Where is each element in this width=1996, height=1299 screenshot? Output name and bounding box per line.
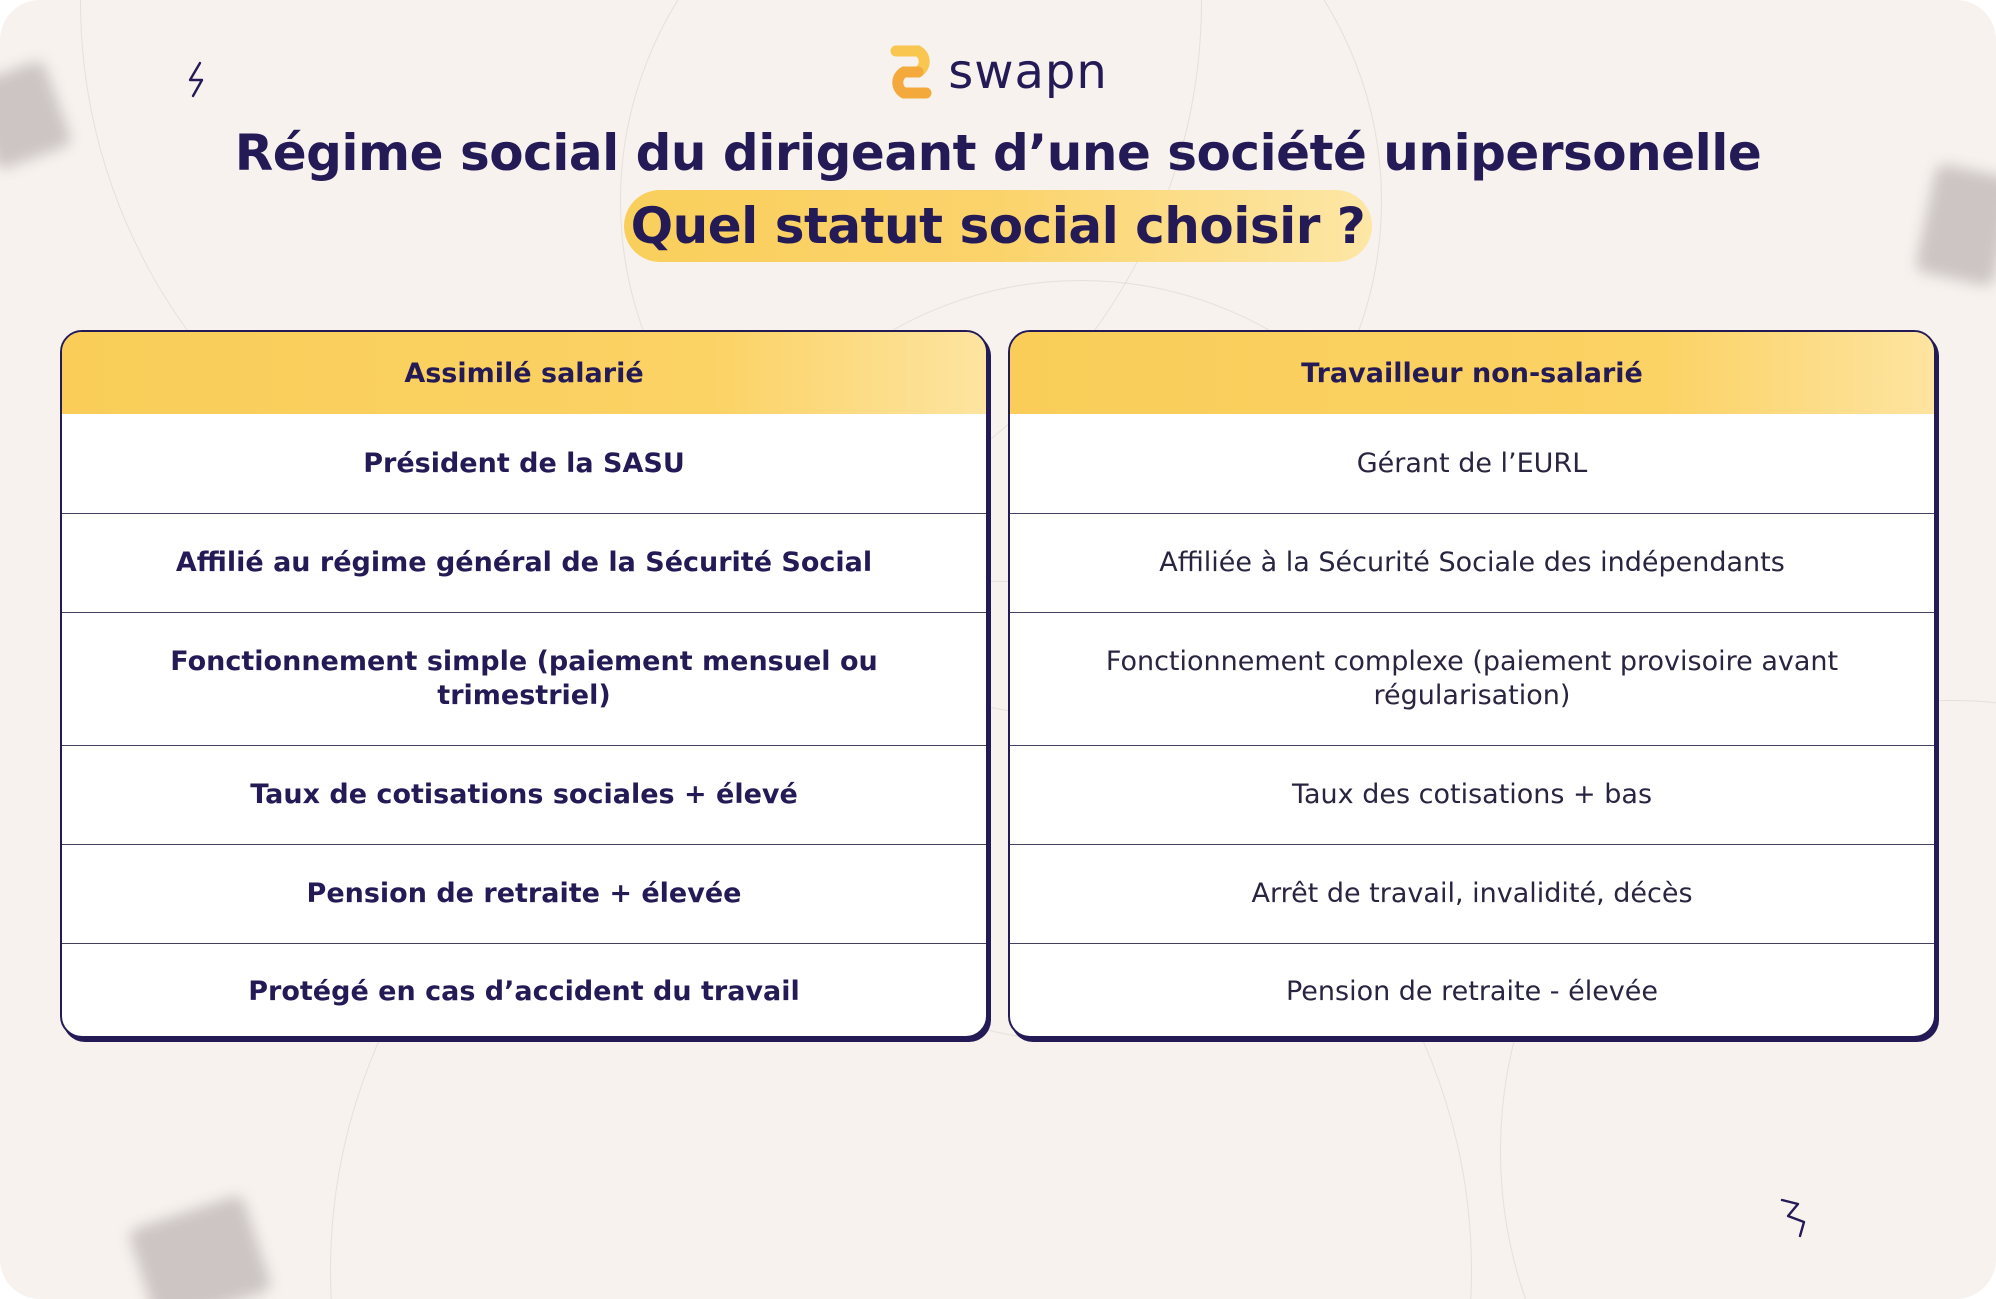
- table-cell: Président de la SASU: [363, 447, 685, 479]
- table-cell: Taux des cotisations + bas: [1010, 745, 1934, 844]
- column-travailleur-non-salarie: [1008, 330, 1936, 1038]
- table-cell: Affiliée à la Sécurité Sociale des indépendants: [1010, 513, 1934, 612]
- column-assimile-salarie: [60, 330, 988, 1038]
- table-cell: Affilié au régime général de la Sécurité Social: [62, 513, 986, 612]
- table-cell: Fonctionnement simple (paiement mensuel ou trimestriel): [62, 612, 986, 745]
- lightning-doodle-icon: [1778, 1196, 1812, 1238]
- table-cell: Gérant de l’EURL: [1356, 447, 1588, 479]
- table-cell: Pension de retraite - élevée: [1010, 943, 1934, 1038]
- table-cell: Arrêt de travail, invalidité, décès: [1010, 844, 1934, 943]
- column-header: Travailleur non-salarié: [1010, 332, 1934, 414]
- blurred-decoration: [127, 1194, 272, 1299]
- table-cell: Pension de retraite + élevée: [62, 844, 986, 943]
- column-header: Assimilé salarié: [62, 332, 986, 414]
- page-title: Régime social du dirigeant d’une société unipersonelle: [234, 124, 1762, 182]
- brand-logo: [0, 44, 1996, 100]
- table-cell: Taux de cotisations sociales + élevé: [62, 745, 986, 844]
- brand-name: swapn: [948, 44, 1108, 100]
- table-cell: Fonctionnement complexe (paiement provisoire avant régularisation): [1010, 612, 1934, 745]
- swapn-logo-icon: [888, 45, 934, 99]
- page-subtitle: Quel statut social choisir ?: [624, 190, 1372, 262]
- table-cell: Protégé en cas d’accident du travail: [62, 943, 986, 1038]
